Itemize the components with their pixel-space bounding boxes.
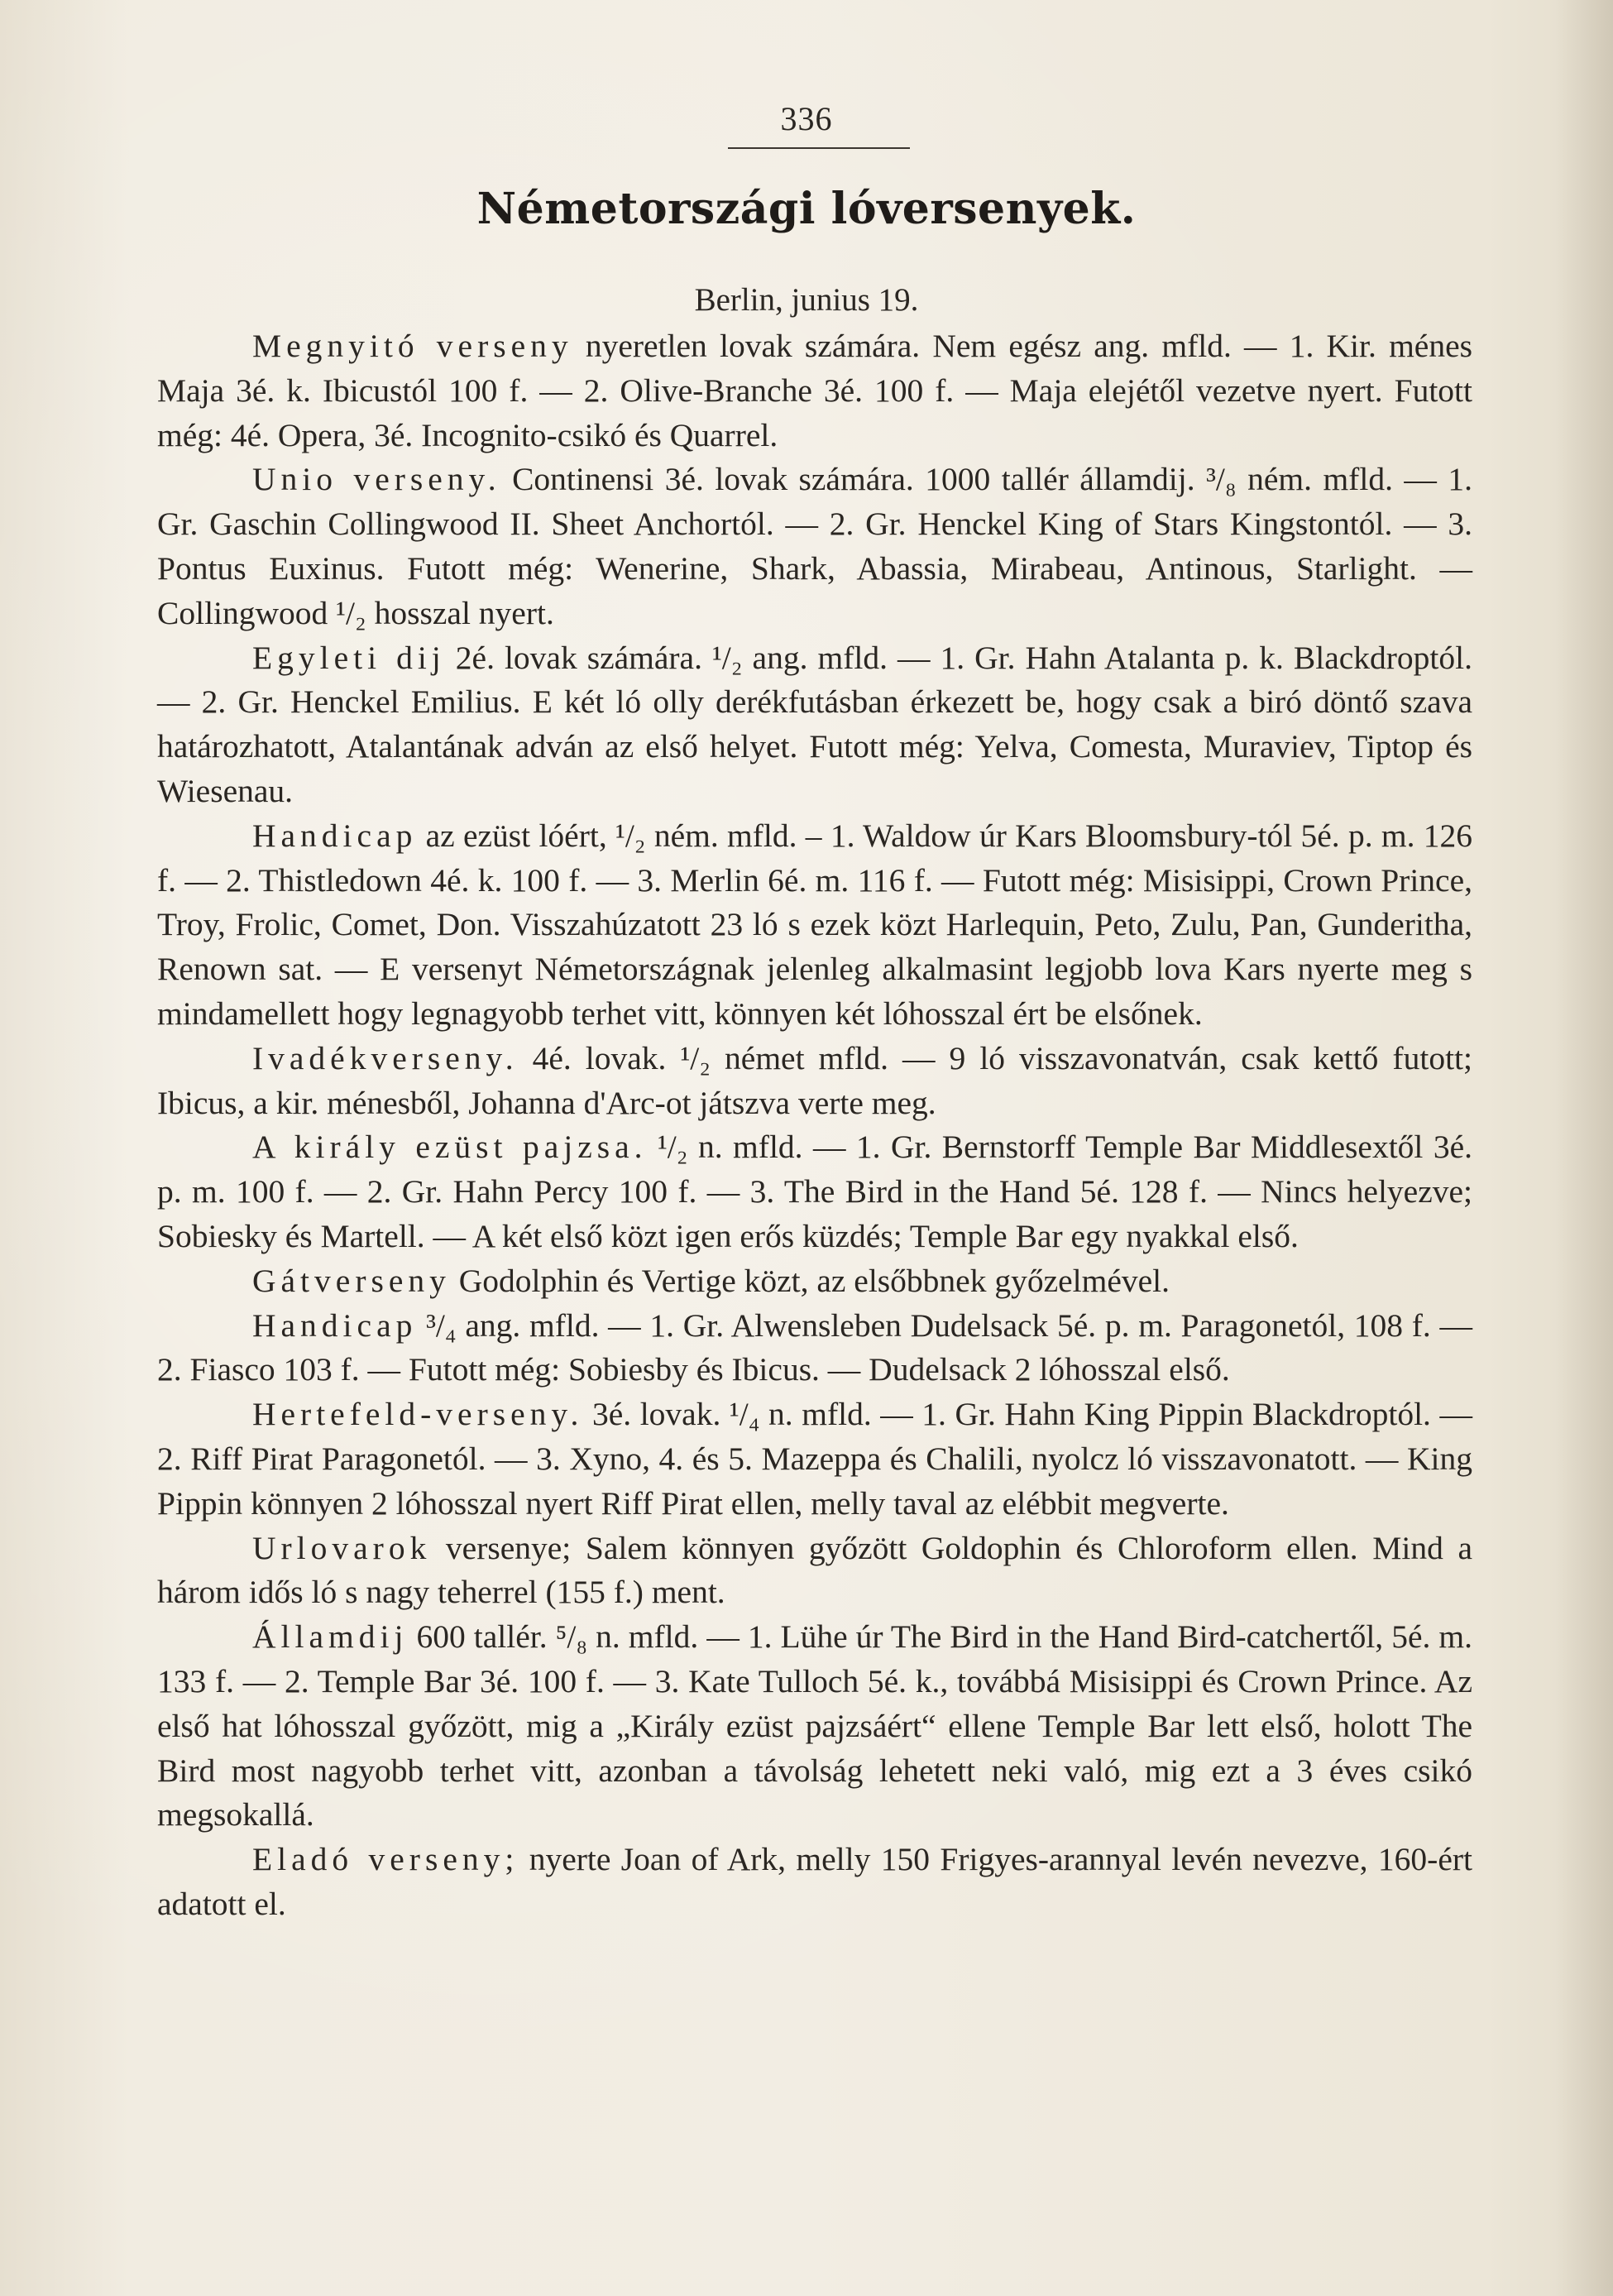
paragraph-lead: Gátverseny <box>252 1262 451 1299</box>
paragraph-lead: Handicap <box>252 817 418 854</box>
paragraph-text: versenye; Salem könnyen győzött Goldophin és Chloroform ellen. Mind a három idős ló s nagy teherrel (155 f.) ment. <box>157 1529 1472 1611</box>
paragraph-lead: Egyleti dij <box>252 639 446 676</box>
paragraph-text: nyeretlen lovak számára. Nem egész ang. mfld. — 1. Kir. ménes Maja 3é. k. Ibicustól 100 f. — 2. Olive-Branche 3é. 100 f. — Maja elejétől vezetve nyert. Futott még: 4é. Opera, 3é. Incognito-csikó és Quarrel. <box>157 328 1472 453</box>
gutter-shadow <box>1555 0 1613 2296</box>
article-title: Németországi lóversenyek. <box>476 184 1137 234</box>
paragraph <box>157 1838 1472 1927</box>
paragraph-lead: Eladó verseny; <box>252 1841 519 1878</box>
paragraph <box>157 1304 1472 1393</box>
paragraph-lead: Államdij <box>252 1618 409 1656</box>
paragraph <box>157 1527 1472 1616</box>
paragraph <box>157 324 1472 458</box>
paragraph <box>157 814 1472 1037</box>
paragraph-text: nyerte Joan of Ark, melly 150 Frigyes-arannyal levén nevezve, 160-ért adatott el. <box>157 1841 1472 1922</box>
paragraph <box>157 1615 1472 1838</box>
paragraph <box>157 458 1472 635</box>
dateline: Berlin, junius 19. <box>694 282 919 318</box>
paragraph-lead: A király ezüst pajzsa. <box>252 1129 648 1166</box>
page-number: 336 <box>780 100 833 137</box>
paragraph <box>157 636 1472 814</box>
paragraph <box>157 1037 1472 1126</box>
paragraph-text: 2é. lovak számára. ¹/₂ ang. mfld. — 1. Gr. Hahn Atalanta p. k. Blackdroptól. — 2. Gr. Henckel Emilius. E két ló olly derékfutásban érkezett be, hogy csak a biró döntő szava határozhatott, Atalantának adván az első helyet. Futott még: Yelva, Comesta, Muraviev, Tiptop és Wiesenau. <box>157 639 1472 809</box>
paragraph-lead: Megnyitó verseny <box>252 328 573 364</box>
paragraph-text: ³/₄ ang. mfld. — 1. Gr. Alwensleben Dudelsack 5é. p. m. Paragonetól, 108 f. — 2. Fiasco 103 f. — Futott még: Sobiesby és Ibicus. — Dudelsack 2 lóhosszal első. <box>157 1306 1472 1388</box>
paragraph-text: ¹/₂ n. mfld. — 1. Gr. Bernstorff Temple Bar Middlesextől 3é. p. m. 100 f. — 2. Gr. Hahn Percy 100 f. — 3. The Bird in the Hand 5é. 128 f. — Nincs helyezve; Sobiesky és Martell. — A két első közt igen erős küzdés; Temple Bar egy nyakkal első. <box>157 1129 1472 1254</box>
paragraph-text: 3é. lovak. ¹/₄ n. mfld. — 1. Gr. Hahn King Pippin Blackdroptól. — 2. Riff Pirat Paragonetól. — 3. Xyno, 4. és 5. Mazeppa és Chalili, nyolcz ló visszavonatott. — King Pippin könnyen 2 lóhosszal nyert Riff Pirat ellen, melly taval az elébbit megverte. <box>157 1396 1472 1522</box>
paragraph <box>157 1259 1472 1304</box>
paragraph-lead: Urlovarok <box>252 1529 432 1566</box>
paragraph-lead: Unio verseny. <box>252 461 501 498</box>
paragraph-text: 4é. lovak. ¹/₂ német mfld. — 9 ló visszavonatván, csak kettő futott; Ibicus, a kir. ménesből, Johanna d'Arc-ot játszva verte meg. <box>157 1039 1472 1121</box>
paragraph <box>157 1392 1472 1526</box>
paragraph-text: Continensi 3é. lovak számára. 1000 tallér államdij. ³/₈ ném. mfld. — 1. Gr. Gaschin Collingwood II. Sheet Anchortól. — 2. Gr. Henckel King of Stars Kingstontól. — 3. Pontus Euxinus. Futott még: Wenerine, Shark, Abassia, Mirabeau, Antinous, Starlight. — Collingwood ¹/₂ hosszal nyert. <box>157 461 1472 631</box>
paragraph-text: az ezüst lóért, ¹/₂ ném. mfld. – 1. Waldow úr Kars Bloomsbury-tól 5é. p. m. 126 f. — 2. Thistledown 4é. k. 100 f. — 3. Merlin 6é. m. 116 f. — Futott még: Misisippi, Crown Prince, Troy, Frolic, Comet, Don. Visszahúzatott 23 ló s ezek közt Harlequin, Peto, Zulu, Pan, Gunderitha, Renown sat. — E versenyt Németországnak jelenleg alkalmasint legjobb lova Kars nyerte meg s mindamellett hogy legnagyobb terhet vitt, könnyen két lóhosszal ért be elsőnek. <box>157 817 1472 1032</box>
header-rule <box>728 147 910 149</box>
paragraph <box>157 1125 1472 1258</box>
article-body <box>157 324 1472 1927</box>
paragraph-lead: Ivadékverseny. <box>252 1039 519 1076</box>
paragraph-text: Godolphin és Vertige közt, az elsőbbnek győzelmével. <box>450 1262 1170 1299</box>
paragraph-lead: Hertefeld-verseny. <box>252 1396 584 1433</box>
paragraph-lead: Handicap <box>252 1306 418 1344</box>
paragraph-text: 600 tallér. ⁵/₈ n. mfld. — 1. Lühe úr The Bird in the Hand Bird-catchertől, 5é. m. 133 f. — 2. Temple Bar 3é. 100 f. — 3. Kate Tulloch 5é. k., továbbá Misisippi és Crown Prince. Az első hat lóhosszal győzött, mig a „Király ezüst pajzsáért“ ellene Temple Bar lett első, holott The Bird most nagyobb terhet vitt, azonban a távolság lehetett neki való, mig ezt a 3 éves csikó megsokallá. <box>157 1618 1472 1833</box>
